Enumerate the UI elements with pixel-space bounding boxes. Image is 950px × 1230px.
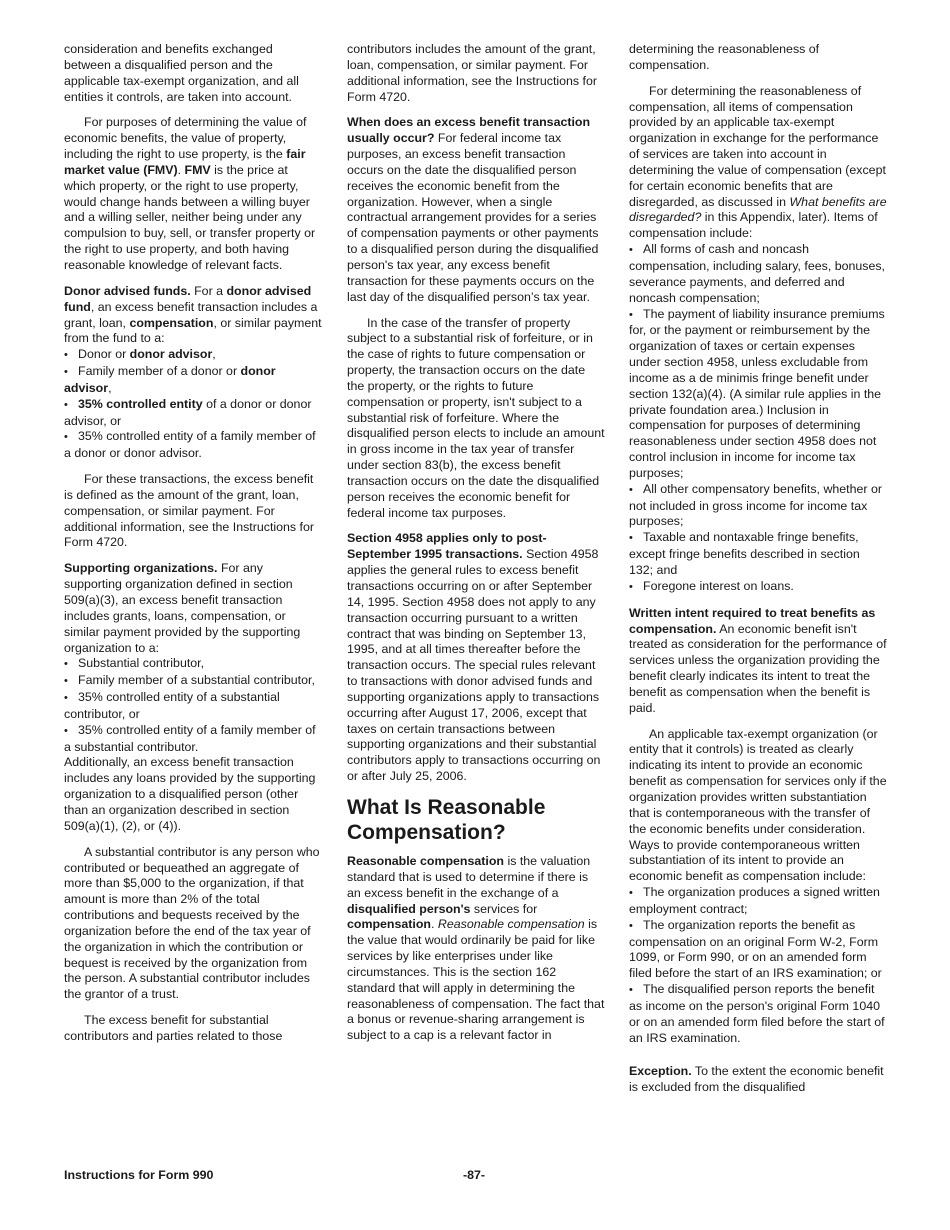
text-span: For determining the reasonableness of compensation, all items of compensation provided by an applicable tax-exempt organization in exchange for the performance of services are taken into account in determining the value of compensation (except for certain economic benefits that are disregarded, as discussed in — [629, 83, 886, 209]
bullet-list-supporting — [64, 656, 322, 755]
text-span: is the valuation standard that is used to determine if there is an excess benefit in the exchange of a — [347, 853, 591, 900]
bullet-icon: • — [64, 724, 68, 737]
paragraph-fmv — [64, 115, 322, 273]
text-span: in this Appendix, later). Items of compensation include: — [629, 210, 878, 241]
text-span: The payment of liability insurance premiums for, or the payment or reimbursement by the organization of taxes or certain expenses under section 4958, unless excludable from income as a de minimis fringe benefit under section 132(a)(4). (A similar rule applies in the private foundation area.) Inclusion in compensation for purposes of determining reasonableness under section 4958 does not control inclusion in income for income tax purposes; — [629, 306, 885, 480]
text-span: 35% controlled entity of a family member of a donor or donor advisor. — [64, 429, 316, 461]
paragraph: contributors includes the amount of the grant, loan, compensation, or similar payment. For additional information, see the Instructions for Form 4720. — [347, 42, 598, 104]
run-in-heading: Donor advised funds. — [64, 283, 191, 298]
text-span: Substantial contributor, — [78, 656, 205, 671]
text-span: . — [431, 917, 438, 932]
column-3 — [629, 42, 887, 1106]
bullet-icon: • — [64, 675, 68, 688]
bullet-icon: • — [64, 692, 68, 705]
run-in-heading: Written intent required to treat benefits as compensation. — [629, 605, 876, 636]
list-item — [629, 579, 887, 596]
paragraph: In the case of the transfer of property subject to a substantial risk of forfeiture, or in the case of rights to future compensation or property, the transaction occurs on the date the property, or the rights to future compensation or property, isn't subject to a substantial risk of forfeiture. Where the disqualified person elects to include an amount in gross income in the tax year of transfer under section 83(b), the excess benefit transaction occurs on the date the disqualified person receives the economic benefit for federal income tax purposes. — [347, 315, 605, 520]
paragraph-donor-advised-funds — [64, 284, 322, 347]
term: donor advisor — [129, 347, 213, 362]
bullet-icon: • — [629, 887, 633, 900]
text-span: Donor or — [78, 347, 130, 362]
text-span: For a — [190, 283, 227, 298]
paragraph-supporting-organizations — [64, 561, 322, 656]
term-italic: Reasonable compensation — [437, 917, 585, 932]
bullet-icon: • — [64, 658, 68, 671]
bullet-icon: • — [64, 366, 68, 379]
cross-reference: What benefits are disregarded? — [629, 194, 887, 225]
footer-form-name: Instructions for Form 990 — [64, 1168, 214, 1182]
text-span: To the extent the economic benefit is excluded from the disqualified — [629, 1064, 884, 1095]
bullet-icon: • — [629, 483, 633, 496]
list-item — [629, 982, 887, 1046]
list-item — [629, 307, 887, 482]
text-span: , — [108, 380, 112, 395]
list-item — [64, 347, 322, 364]
text-span: , — [212, 347, 216, 362]
term-donor-advised-fund: donor advised fund — [64, 283, 312, 314]
bullet-icon: • — [64, 349, 68, 362]
text-span: services for — [470, 901, 538, 916]
term: 35% controlled entity — [78, 396, 203, 411]
list-item — [629, 530, 887, 579]
text-span: is the price at which property, or the right to use property, would change hands between a willing buyer and a willing seller, neither being under any compulsion to buy, sell, or transfer property or the right to use property, and both having reasonable knowledge of relevant facts. — [64, 162, 316, 272]
list-item — [64, 429, 322, 462]
bullet-list-compensation-items — [629, 242, 887, 596]
list-item — [64, 673, 322, 690]
list-item — [64, 690, 322, 723]
text-span: . — [177, 162, 185, 177]
section-heading: What Is Reasonable Compensation? — [347, 795, 546, 845]
text-span: For any supporting organization defined in section 509(a)(3), an excess benefit transaction includes grants, loans, compensation, or similar payment provided by the supporting organization to a: — [64, 561, 301, 655]
list-item — [64, 656, 322, 673]
text-span: Family member of a substantial contributor, — [78, 673, 315, 688]
text-span: The organization reports the benefit as compensation on an original Form W-2, Form 1099, or Form 990, or on an amended form filed before the start of an IRS examination; or — [629, 917, 882, 981]
bullet-icon: • — [629, 580, 633, 593]
text-span: An economic benefit isn't treated as consideration for the performance of services unless the organization providing the benefit clearly indicates its intent to treat the benefit as compensation when the benefit is paid. — [629, 621, 887, 715]
paragraph: determining the reasonableness of compensation. — [629, 42, 820, 72]
bullet-list-substantiation — [629, 885, 887, 1046]
bullet-icon: • — [629, 984, 633, 997]
paragraph: For these transactions, the excess benefit is defined as the amount of the grant, loan, compensation, or similar payment. For additional information, see the Instructions for Form 4720. — [64, 472, 315, 550]
paragraph-exception — [629, 1064, 887, 1096]
term: Reasonable compensation — [347, 853, 504, 868]
bullet-icon: • — [629, 532, 633, 545]
bullet-icon: • — [629, 244, 633, 257]
run-in-heading: Exception. — [629, 1064, 692, 1079]
term: compensation — [347, 917, 431, 932]
paragraph-written-intent — [629, 606, 887, 717]
paragraph: Additionally, an excess benefit transaction includes any loans provided by the supporting organization to a disqualified person (other than an organization described in section 509(a)(1), (2), or (4)). — [64, 755, 316, 833]
column-1 — [64, 42, 322, 1055]
bullet-icon: • — [629, 919, 633, 932]
text-span: Family member of a donor or — [78, 364, 241, 379]
list-item — [64, 723, 322, 756]
bullet-icon: • — [629, 308, 633, 321]
list-item — [629, 482, 887, 531]
page-number: -87- — [463, 1168, 486, 1182]
text-span: All forms of cash and noncash compensation, including salary, fees, bonuses, severance payments, and deferred and noncash compensation; — [629, 242, 885, 305]
text-span: 35% controlled entity of a substantial contributor, or — [64, 690, 280, 721]
list-item — [629, 918, 887, 982]
paragraph: An applicable tax-exempt organization (or entity that it controls) is treated as clearly indicating its intent to provide an economic benefit as compensation for services only if the organization provides written substantiation that is contemporaneous with the transfer of the economic benefits under consideration. Ways to provide contemporaneous written substantiation of its intent to provide an economic benefit as compensation include: — [629, 726, 887, 884]
text-span: , or similar payment from the fund to a: — [64, 315, 322, 346]
text-span: The disqualified person reports the benefit as income on the person's original Form 1040 or on an amended form filed before the start of an IRS examination. — [629, 982, 885, 1045]
bullet-icon: • — [64, 398, 68, 411]
paragraph: The excess benefit for substantial contributors and parties related to those — [64, 1013, 283, 1043]
run-in-heading: Section 4958 applies only to post-September 1995 transactions. — [347, 531, 547, 562]
bullet-icon: • — [64, 431, 68, 444]
bullet-list-donor — [64, 347, 322, 462]
paragraph-section-4958 — [347, 531, 605, 785]
paragraph-items-of-compensation — [629, 84, 887, 242]
column-2 — [347, 42, 605, 1054]
run-in-heading: When does an excess benefit transaction usually occur? — [347, 115, 591, 146]
list-item — [64, 397, 322, 430]
term-fmv-abbr: FMV — [184, 162, 211, 177]
term: disqualified person's — [347, 901, 471, 916]
text-span: For federal income tax purposes, an excess benefit transaction occurs on the date the disqualified person receives the economic benefit from the organization. However, when a single contractual arrangement provides for a series of compensation payments or other payments to a disqualified person during the disqualified person's tax year, any excess benefit transaction for these payments occurs on the last day of the disqualified person’s tax year. — [347, 131, 599, 304]
term-fmv: fair market value (FMV) — [64, 147, 306, 177]
run-in-heading: Supporting organizations. — [64, 561, 218, 576]
text-span: Taxable and nontaxable fringe benefits, except fringe benefits described in section 132; and — [629, 530, 860, 577]
term-compensation: compensation — [129, 315, 214, 330]
paragraph: consideration and benefits exchanged between a disqualified person and the applicable tax-exempt organization, and all entities it controls, are taken into account. — [64, 42, 299, 104]
text-span: 35% controlled entity of a family member of a substantial contributor. — [64, 722, 316, 754]
paragraph: A substantial contributor is any person who contributed or bequeathed an aggregate of more than $5,000 to the organization, if that amount is more than 2% of the total contributions and bequests received by the organization before the end of the tax year of the organization in which the contribution or bequest is received by the organization from the person. A substantial contributor includes the grantor of a trust. — [64, 844, 320, 1002]
text-span: of a donor or donor advisor, or — [64, 396, 312, 428]
list-item — [629, 242, 887, 306]
text-span: Section 4958 applies the general rules to excess benefit transactions occurring on or after September 14, 1995. Section 4958 does not apply to any transaction occurring pursuant to a written contract that was binding on September 13, 1995, and at all times thereafter before the transaction occurs. The special rules relevant to transactions with donor advised funds and supporting organizations apply to transactions occurring after August 17, 2006, except that taxes on certain transactions between supporting organizations and their substantial contributors apply to transactions occurring on or after July 25, 2006. — [347, 547, 601, 784]
paragraph-when-occur — [347, 115, 605, 305]
text-span: Foregone interest on loans. — [643, 578, 794, 593]
list-item — [64, 364, 322, 397]
term: donor advisor — [64, 364, 276, 395]
list-item — [629, 885, 887, 918]
text-span: The organization produces a signed written employment contract; — [629, 885, 880, 916]
paragraph-reasonable-compensation — [347, 854, 605, 1044]
text-span: is the value that would ordinarily be paid for like services by like enterprises under like circumstances. This is the section 162 standard that will apply in determining the reasonableness of compensation. The fact that a bonus or revenue-sharing arrangement is subject to a cap is a relevant factor in — [347, 917, 605, 1043]
text-span: , an excess benefit transaction includes a grant, loan, — [64, 299, 318, 330]
text-span: For purposes of determining the value of economic benefits, the value of property, including the right to use property, is the — [64, 115, 307, 162]
text-span: All other compensatory benefits, whether or not included in gross income for income tax purposes; — [629, 481, 882, 529]
